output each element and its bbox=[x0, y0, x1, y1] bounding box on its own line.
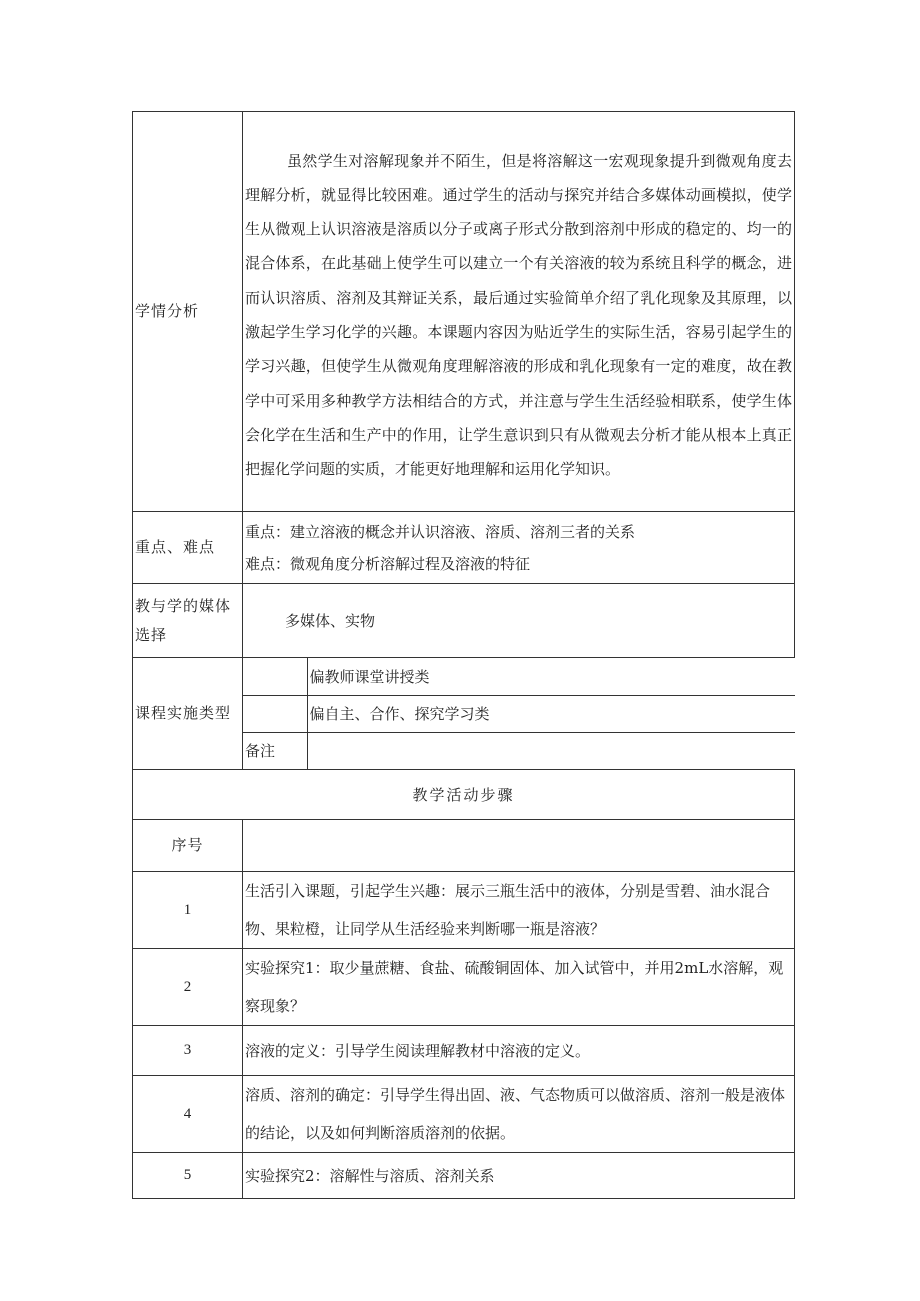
step-row bbox=[133, 949, 795, 1026]
key-points-label: 重点、难点 bbox=[133, 512, 243, 584]
media-row bbox=[133, 584, 795, 658]
analysis-label: 学情分析 bbox=[133, 112, 243, 512]
course-type-label: 课程实施类型 bbox=[133, 658, 243, 770]
analysis-text: 虽然学生对溶解现象并不陌生，但是将溶解这一宏观现象提升到微观角度去理解分析，就显得比较困难。通过学生的活动与探究并结合多媒体动画模拟，使学生从微观上认识溶液是溶质以分子或离子形式分散到溶剂中形成的稳定的、均一的混合体系，在此基础上使学生可以建立一个有关溶液的较为系统且科学的概念，进而认识溶质、溶剂及其辩证关系，最后通过实验简单介绍了乳化现象及其原理，以激起学生学习化学的兴趣。本课题内容因为贴近学生的实际生活，容易引起学生的学习兴趣，但使学生从微观角度理解溶液的形成和乳化现象有一定的难度，故在教学中可采用多种教学方法相结合的方式，并注意与学生生活经验相联系，使学生体会化学在生活和生产中的作用，让学生意识到只有从微观去分析才能从根本上真正把握化学问题的实质，才能更好地理解和运用化学知识。 bbox=[243, 112, 795, 512]
step-text: 实验探究1：取少量蔗糖、食盐、硫酸铜固体、加入试管中，并用2mL水溶解，观察现象？ bbox=[243, 949, 795, 1026]
content-header bbox=[243, 820, 795, 872]
step-row bbox=[133, 1153, 795, 1199]
step-row bbox=[133, 872, 795, 949]
step-text: 溶液的定义：引导学生阅读理解教材中溶液的定义。 bbox=[243, 1026, 795, 1076]
option2-label: 偏自主、合作、探究学习类 bbox=[307, 695, 795, 732]
course-type-row bbox=[133, 658, 795, 770]
step-number: 4 bbox=[133, 1076, 243, 1153]
step-text: 实验探究2：溶解性与溶质、溶剂关系 bbox=[243, 1153, 795, 1199]
course-type-options bbox=[243, 658, 795, 769]
key-points-cell bbox=[243, 512, 795, 584]
seq-header: 序号 bbox=[133, 820, 243, 872]
step-number: 2 bbox=[133, 949, 243, 1026]
key-point-text: 重点：建立溶液的概念并认识溶液、溶质、溶剂三者的关系 bbox=[245, 522, 636, 541]
note-label: 备注 bbox=[243, 732, 307, 769]
activities-title: 教学活动步骤 bbox=[133, 770, 795, 820]
difficult-point-text: 难点：微观角度分析溶解过程及溶液的特征 bbox=[245, 554, 531, 573]
analysis-row bbox=[133, 112, 795, 512]
note-value-cell[interactable] bbox=[307, 732, 795, 769]
option1-label: 偏教师课堂讲授类 bbox=[307, 658, 795, 695]
step-number: 5 bbox=[133, 1153, 243, 1199]
option2-checkbox-cell[interactable] bbox=[243, 695, 307, 732]
media-label: 教与学的媒体选择 bbox=[133, 584, 243, 658]
option1-checkbox-cell[interactable] bbox=[243, 658, 307, 695]
course-type-cell bbox=[243, 658, 795, 770]
step-number: 3 bbox=[133, 1026, 243, 1076]
step-text: 生活引入课题，引起学生兴趣：展示三瓶生活中的液体，分别是雪碧、油水混合物、果粒橙，让同学从生活经验来判断哪一瓶是溶液？ bbox=[243, 872, 795, 949]
activities-header-row bbox=[133, 820, 795, 872]
media-value: 多媒体、实物 bbox=[243, 584, 795, 658]
step-row bbox=[133, 1026, 795, 1076]
step-row bbox=[133, 1076, 795, 1153]
lesson-plan-table bbox=[132, 111, 795, 1199]
step-text: 溶质、溶剂的确定：引导学生得出固、液、气态物质可以做溶质、溶剂一般是液体的结论，以及如何判断溶质溶剂的依据。 bbox=[243, 1076, 795, 1153]
step-number: 1 bbox=[133, 872, 243, 949]
activities-title-row bbox=[133, 770, 795, 820]
key-points-row bbox=[133, 512, 795, 584]
